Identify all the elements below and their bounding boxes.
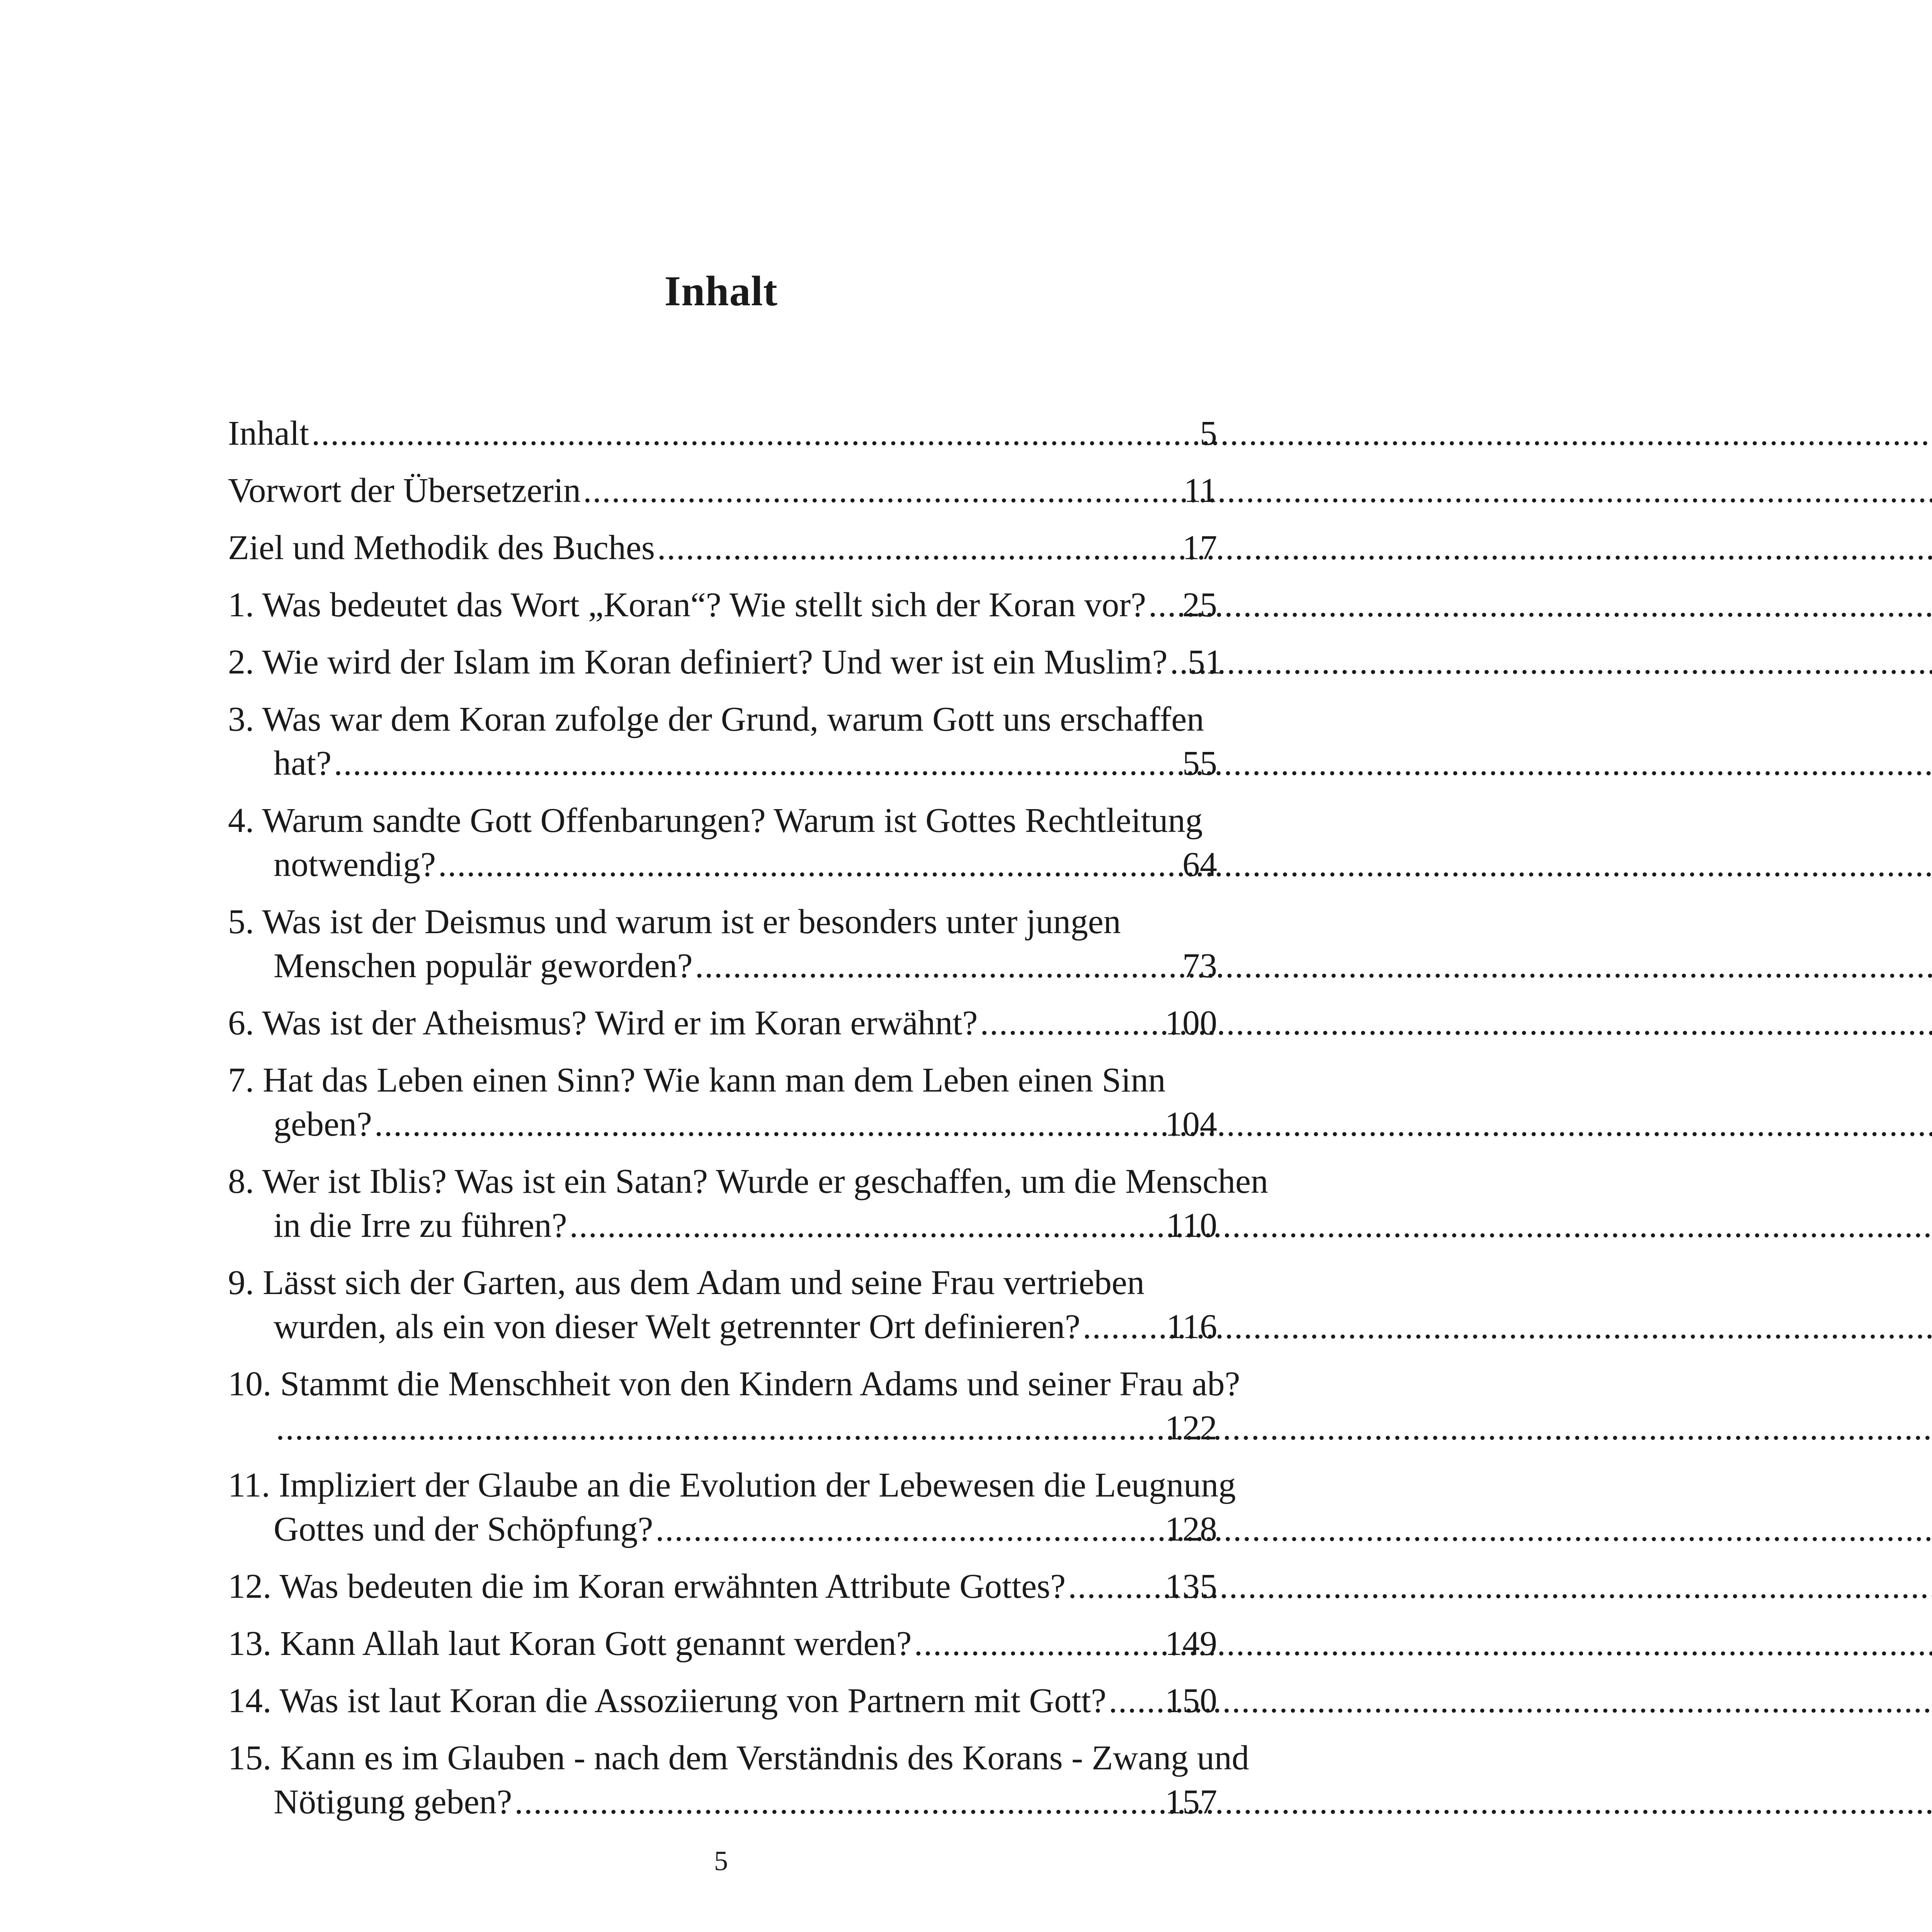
toc-entry (228, 1622, 1217, 1666)
toc-entry-title: 15. Kann es im Glauben - nach dem Verständnis des Korans - Zwang und (228, 1739, 1249, 1777)
toc-dot-leader (438, 843, 1180, 887)
toc-entry-continuation-line (228, 1102, 1217, 1146)
toc-entry-title: geben? (274, 1105, 372, 1143)
toc-entry-page-number: 157 (1165, 1783, 1217, 1821)
toc-entry-title: notwendig? (274, 845, 436, 884)
toc-entry-line (228, 1160, 1269, 1204)
toc-entry (228, 1362, 1240, 1450)
toc-entry-line (228, 1261, 1217, 1305)
toc-entry-title: wurden, als ein von dieser Welt getrennter Ort definieren? (274, 1308, 1080, 1346)
toc-dot-leader (583, 469, 1181, 513)
toc-entry-page-number: 5 (1200, 414, 1217, 452)
toc-entry-page-number: 110 (1166, 1206, 1217, 1245)
toc-dot-leader (914, 1622, 1163, 1666)
toc-entry-page-number: 64 (1182, 845, 1217, 884)
toc-entry-title: in die Irre zu führen? (274, 1206, 567, 1245)
toc-entry (228, 526, 1217, 570)
toc-entry-continuation-line (228, 843, 1217, 887)
toc-entry-page-number: 150 (1165, 1682, 1217, 1720)
toc-dot-leader (695, 944, 1180, 988)
toc-entry-line (228, 526, 1217, 570)
toc-dot-leader (1148, 583, 1180, 627)
toc-entry-line (228, 412, 1217, 456)
toc-entry (228, 1565, 1217, 1609)
toc-entry (228, 469, 1217, 513)
toc-entry (228, 1463, 1236, 1551)
toc-entry-page-number: 55 (1182, 744, 1217, 782)
toc-entry (228, 1736, 1249, 1824)
toc-entry-line (228, 1362, 1240, 1406)
toc-entry-title: 13. Kann Allah laut Koran Gott genannt werden? (228, 1624, 912, 1663)
toc-entry-title: 2. Wie wird der Islam im Koran definiert? Und wer ist ein Muslim? (228, 643, 1168, 681)
toc-entry-line (228, 697, 1217, 742)
toc-entry-page-number: 128 (1165, 1510, 1217, 1548)
toc-entry-line (228, 1622, 1217, 1666)
toc-entry-title: Ziel und Methodik des Buches (228, 529, 655, 567)
toc-entry (228, 412, 1217, 456)
toc-dot-leader (1083, 1305, 1164, 1349)
toc-entry-continuation-line (228, 1780, 1217, 1824)
toc-entry-page-number: 135 (1165, 1567, 1217, 1605)
toc-entry-line (228, 1679, 1217, 1723)
toc-entry-title: 8. Wer ist Iblis? Was ist ein Satan? Wurde er geschaffen, um die Menschen (228, 1162, 1269, 1201)
toc-entry-title: Inhalt (228, 414, 309, 452)
toc-entry (228, 640, 1223, 684)
toc-entry-line (228, 1565, 1217, 1609)
page-title: Inhalt (664, 267, 778, 315)
toc-entry (228, 900, 1217, 988)
toc-entry-title: Nötigung geben? (274, 1783, 512, 1821)
toc-entry-page-number: 104 (1165, 1105, 1217, 1143)
toc-entry-page-number: 73 (1182, 947, 1217, 985)
toc-entry-page-number: 51 (1187, 643, 1223, 681)
toc-entry-continuation-line (228, 1204, 1217, 1248)
toc-entry-continuation-line (228, 1406, 1217, 1450)
toc-entry (228, 1001, 1217, 1045)
toc-entry-title: hat? (274, 744, 332, 782)
toc-entry-line (228, 1001, 1217, 1045)
toc-dot-leader (1109, 1679, 1163, 1723)
toc-entry-line (228, 900, 1217, 944)
toc-entry-line (228, 1058, 1217, 1102)
toc-entry (228, 1679, 1217, 1723)
toc-entry-title: 9. Lässt sich der Garten, aus dem Adam und seine Frau vertrieben (228, 1264, 1145, 1302)
toc-entry-title: 11. Impliziert der Glaube an die Evolution der Lebewesen die Leugnung (228, 1466, 1236, 1504)
toc-entry-title: 10. Stammt die Menschheit von den Kindern Adams und seiner Frau ab? (228, 1365, 1240, 1403)
toc-entry (228, 1261, 1217, 1349)
toc-entry-continuation-line (228, 944, 1217, 988)
toc-entry-line (228, 640, 1223, 684)
toc-entry-line (228, 583, 1217, 627)
toc-entry-title: Gottes und der Schöpfung? (274, 1510, 653, 1548)
toc-dot-leader (1170, 640, 1185, 684)
toc-entry (228, 799, 1217, 887)
toc-entry-page-number: 122 (1165, 1409, 1217, 1447)
toc-dot-leader (334, 742, 1180, 786)
toc-entry-title: 12. Was bedeuten die im Koran erwähnten Attribute Gottes? (228, 1567, 1066, 1605)
toc-entry-title: 7. Hat das Leben einen Sinn? Wie kann man dem Leben einen Sinn (228, 1061, 1166, 1099)
toc-entry-line (228, 799, 1217, 843)
toc-entry (228, 1058, 1217, 1146)
toc-entry-title: 5. Was ist der Deismus und warum ist er besonders unter jungen (228, 903, 1121, 941)
page-number: 5 (714, 1845, 728, 1876)
toc-dot-leader (657, 526, 1180, 570)
toc-dot-leader (276, 1406, 1163, 1450)
toc-entry (228, 1160, 1269, 1248)
toc-entry-page-number: 25 (1182, 586, 1217, 624)
toc-entry (228, 697, 1217, 786)
toc-entry-continuation-line (228, 1507, 1217, 1551)
toc-dot-leader (514, 1780, 1163, 1824)
toc-entry-title: 4. Warum sandte Gott Offenbarungen? Warum ist Gottes Rechtleitung (228, 801, 1203, 840)
toc-entry-page-number: 11 (1184, 471, 1217, 510)
toc-entry-line (228, 1463, 1236, 1507)
toc-entry-title: 1. Was bedeutet das Wort „Koran“? Wie stellt sich der Koran vor? (228, 586, 1146, 624)
toc-entry-title: Vorwort der Übersetzerin (228, 471, 581, 510)
toc-entry-continuation-line (228, 742, 1217, 786)
toc-entry (228, 583, 1217, 627)
toc-dot-leader (1068, 1565, 1163, 1609)
toc-entry-page-number: 100 (1165, 1004, 1217, 1042)
toc-entry-line (228, 1736, 1249, 1780)
toc-entry-line (228, 469, 1217, 513)
toc-entry-title: 6. Was ist der Atheismus? Wird er im Koran erwähnt? (228, 1004, 978, 1042)
toc-entry-title: 14. Was ist laut Koran die Assoziierung von Partnern mit Gott? (228, 1682, 1107, 1720)
toc-entry-page-number: 149 (1165, 1624, 1217, 1663)
table-of-contents (228, 412, 1269, 1824)
toc-entry-title: 3. Was war dem Koran zufolge der Grund, warum Gott uns erschaffen (228, 700, 1204, 738)
toc-entry-continuation-line (228, 1305, 1217, 1349)
toc-entry-title: Menschen populär geworden? (274, 947, 693, 985)
toc-entry-page-number: 17 (1182, 529, 1217, 567)
toc-dot-leader (655, 1507, 1163, 1551)
toc-dot-leader (980, 1001, 1163, 1045)
toc-dot-leader (311, 412, 1197, 456)
toc-entry-page-number: 116 (1166, 1308, 1217, 1346)
toc-dot-leader (570, 1204, 1164, 1248)
toc-dot-leader (374, 1102, 1163, 1146)
